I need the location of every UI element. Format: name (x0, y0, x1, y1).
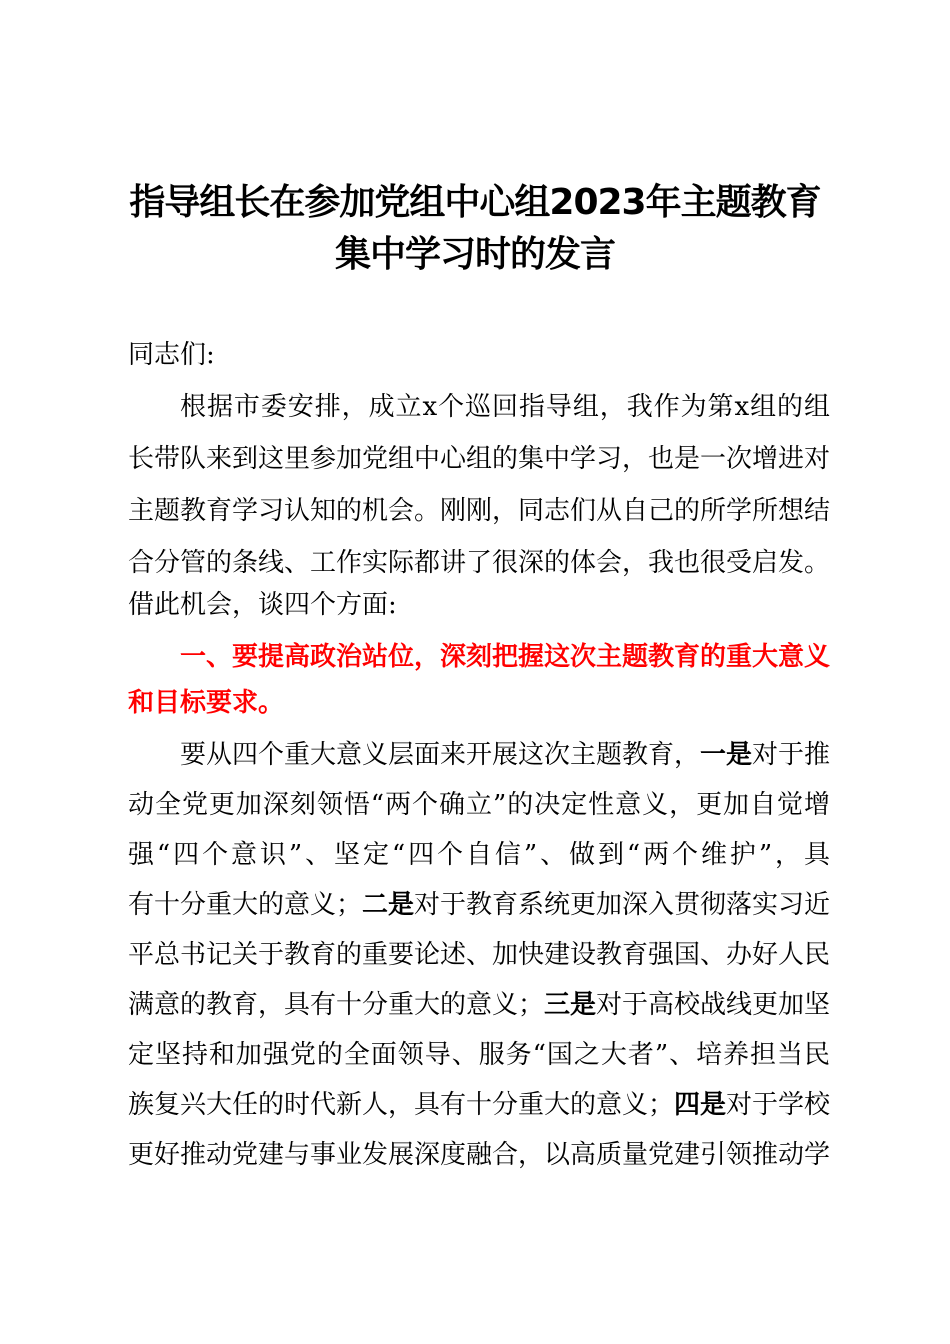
intro-line-2: 长带队来到这里参加党组中心组的集中学习，也是一次增进对 (128, 444, 831, 474)
point-marker-2: 二是 (362, 890, 415, 920)
intro-line-1: 根据市委安排，成立x个巡回指导组，我作为第x组的组 (180, 392, 830, 422)
body-line-8 (128, 1080, 830, 1130)
body-line-1 (180, 730, 830, 780)
salutation: 同志们: (128, 340, 215, 370)
body-line-6 (128, 980, 830, 1030)
point-marker-1: 一是 (700, 740, 753, 770)
body-line-3: 强“四个意识”、坚定“四个自信”、做到“两个维护”，具 (128, 840, 830, 870)
point-marker-3: 三是 (544, 990, 597, 1020)
body-line-2: 动全党更加深刻领悟“两个确立”的决定性意义，更加自觉增 (128, 790, 830, 820)
document-title-line-1: 指导组长在参加党组中心组2023年主题教育 (129, 182, 821, 223)
section-1-heading-line-1: 一、要提高政治站位，深刻把握这次主题教育的重大意义 (180, 642, 831, 672)
body-text: 族复兴大任的时代新人，具有十分重大的意义； (128, 1090, 675, 1120)
body-text: 对于高校战线更加坚 (596, 990, 831, 1020)
document-title-line-2: 集中学习时的发言 (334, 234, 615, 275)
intro-line-4: 合分管的条线、工作实际都讲了很深的体会，我也很受启发。 (128, 548, 831, 578)
body-text: 对于教育系统更加深入贯彻落实习近 (414, 890, 831, 920)
body-text: 满意的教育，具有十分重大的意义； (128, 990, 545, 1020)
body-text: 要从四个重大意义层面来开展这次主题教育， (180, 740, 701, 770)
body-line-9: 更好推动党建与事业发展深度融合，以高质量党建引领推动学 (128, 1140, 831, 1170)
body-line-7: 定坚持和加强党的全面领导、服务“国之大者”、培养担当民 (128, 1040, 830, 1070)
body-text: 对于学校 (726, 1090, 831, 1120)
intro-line-3: 主题教育学习认知的机会。刚刚，同志们从自己的所学所想结 (128, 496, 831, 526)
intro-line-5: 借此机会，谈四个方面: (128, 590, 397, 620)
body-text: 对于推 (752, 740, 831, 770)
body-text: 有十分重大的意义； (128, 890, 363, 920)
body-line-4 (128, 880, 830, 930)
point-marker-4: 四是 (674, 1090, 727, 1120)
body-line-5: 平总书记关于教育的重要论述、加快建设教育强国、办好人民 (128, 940, 831, 970)
section-1-heading-line-2: 和目标要求。 (128, 688, 285, 718)
